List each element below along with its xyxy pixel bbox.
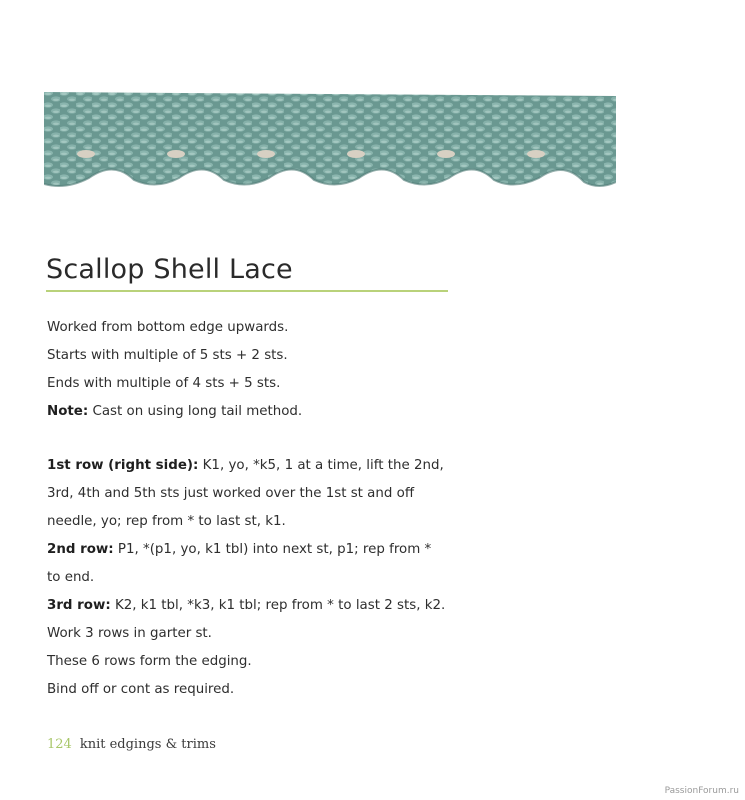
- row1-line-3: needle, yo; rep from * to last st, k1.: [47, 514, 286, 529]
- page-number: 124: [47, 737, 72, 752]
- row1-label: 1st row (right side):: [47, 458, 199, 473]
- row2-label: 2nd row:: [47, 542, 114, 557]
- row1-line-2: 3rd, 4th and 5th sts just worked over the 1st st and off: [47, 486, 415, 501]
- intro-line-1: Worked from bottom edge upwards.: [47, 320, 289, 335]
- row1-text-1: K1, yo, *k5, 1 at a time, lift the 2nd,: [198, 458, 444, 473]
- row3-line-1: [47, 596, 445, 616]
- page-footer: [47, 737, 216, 752]
- row3-label: 3rd row:: [47, 598, 111, 613]
- title-underline: [46, 290, 448, 292]
- page-title: Scallop Shell Lace: [46, 254, 293, 285]
- intro-line-3: Ends with multiple of 4 sts + 5 sts.: [47, 376, 281, 391]
- note-label: Note:: [47, 404, 89, 419]
- row1-line-1: [47, 456, 444, 476]
- row3-text-1: K2, k1 tbl, *k3, k1 tbl; rep from * to last 2 sts, k2.: [110, 598, 446, 613]
- garter-line: Work 3 rows in garter st.: [47, 626, 212, 641]
- row2-line-2: to end.: [47, 570, 95, 585]
- row2-line-1: [47, 540, 431, 560]
- watermark: PassionForum.ru: [664, 786, 739, 796]
- note-line: [47, 402, 302, 422]
- knit-swatch-photo: [44, 90, 616, 204]
- intro-line-2: Starts with multiple of 5 sts + 2 sts.: [47, 348, 288, 363]
- bind-off-line: Bind off or cont as required.: [47, 682, 235, 697]
- note-text: Cast on using long tail method.: [88, 404, 303, 419]
- form-line: These 6 rows form the edging.: [47, 654, 252, 669]
- section-title: knit edgings & trims: [79, 737, 216, 752]
- row2-text-1: P1, *(p1, yo, k1 tbl) into next st, p1; rep from *: [113, 542, 432, 557]
- knit-swatch-illustration: [44, 90, 616, 204]
